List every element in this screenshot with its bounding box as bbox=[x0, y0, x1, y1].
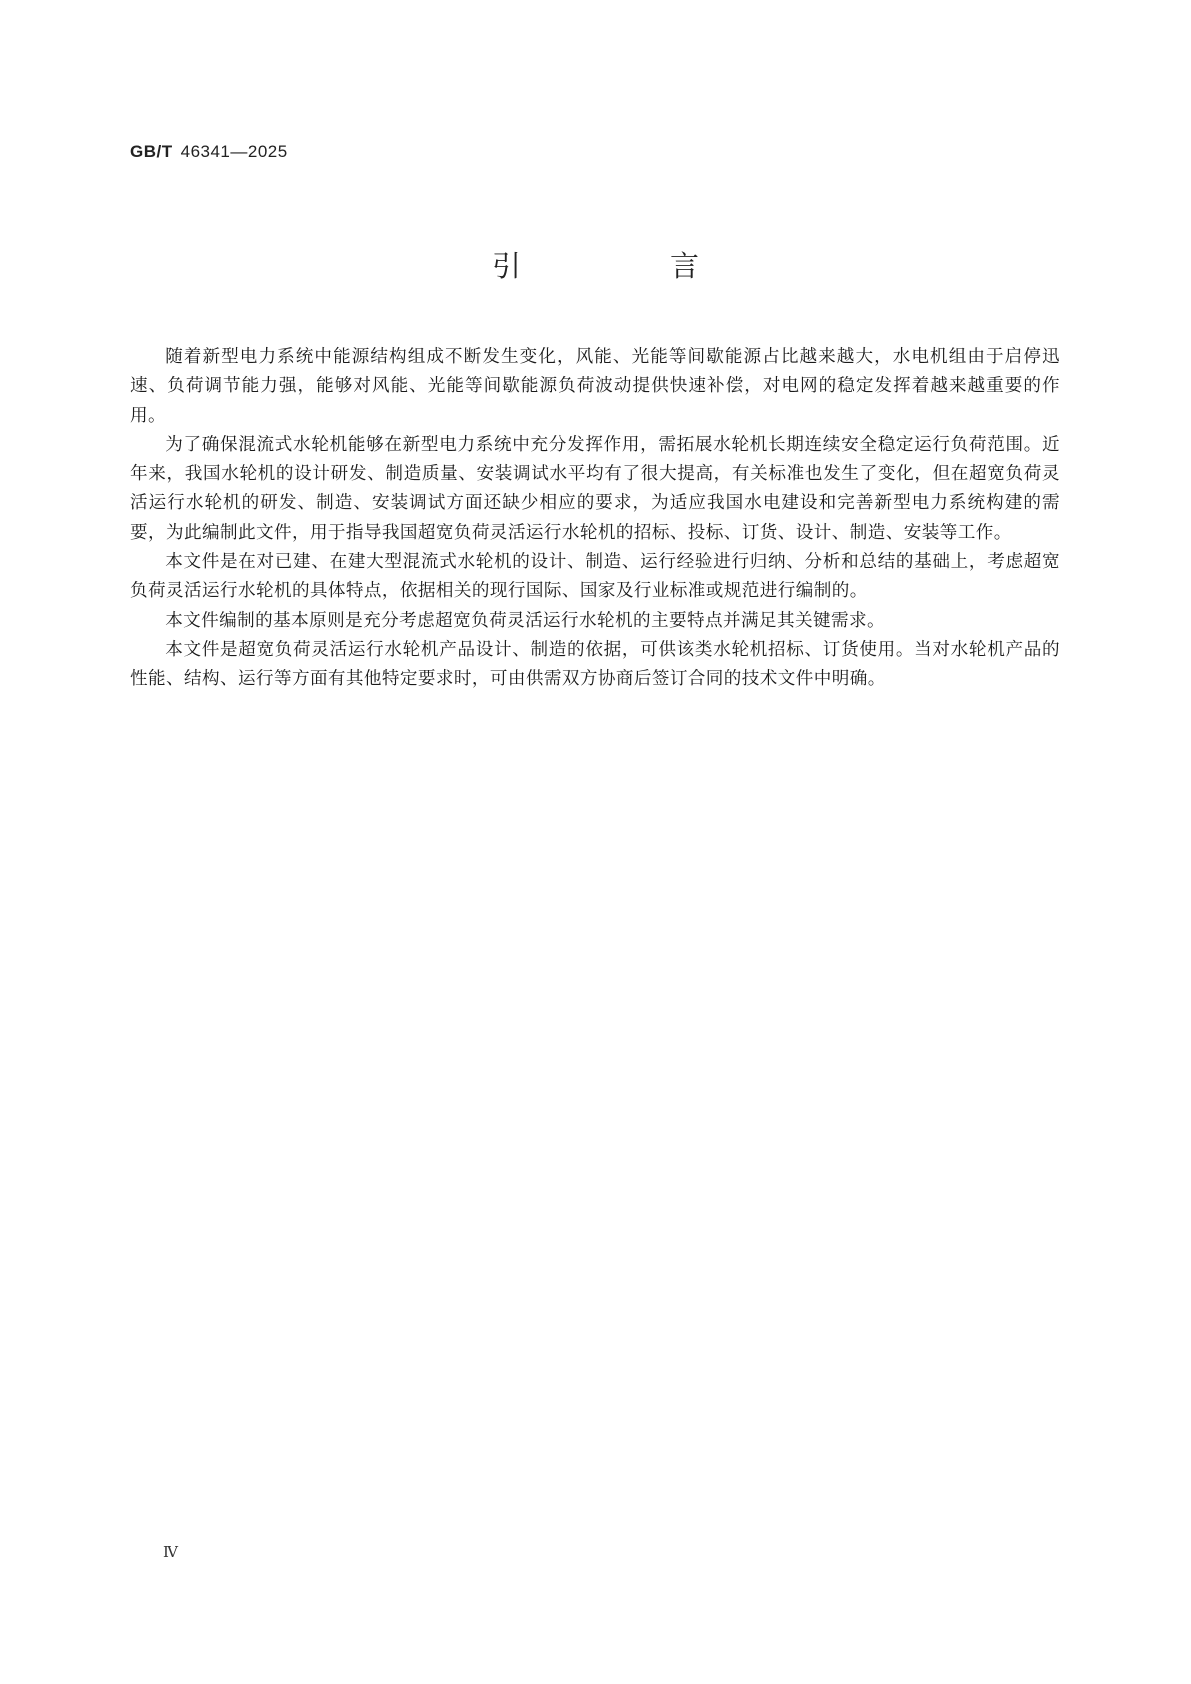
paragraph: 随着新型电力系统中能源结构组成不断发生变化，风能、光能等间歇能源占比越来越大，水电机组由于启停迅速、负荷调节能力强，能够对风能、光能等间歇能源负荷波动提供快速补偿，对电网的稳定发挥着越来越重要的作用。 bbox=[130, 347, 1060, 426]
paragraph: 本文件是超宽负荷灵活运行水轮机产品设计、制造的依据，可供该类水轮机招标、订货使用。当对水轮机产品的性能、结构、运行等方面有其他特定要求时，可由供需双方协商后签订合同的技术文件中明确。 bbox=[130, 639, 1060, 690]
standard-number: 46341—2025 bbox=[180, 142, 288, 161]
paragraph: 为了确保混流式水轮机能够在新型电力系统中充分发挥作用，需拓展水轮机长期连续安全稳定运行负荷范围。近年来，我国水轮机的设计研发、制造质量、安装调试水平均有了很大提高，有关标准也发生了变化，但在超宽负荷灵活运行水轮机的研发、制造、安装调试方面还缺少相应的要求，为适应我国水电建设和完善新型电力系统构建的需要，为此编制此文件，用于指导我国超宽负荷灵活运行水轮机的招标、投标、订货、设计、制造、安装等工作。 bbox=[130, 434, 1060, 543]
paragraph: 本文件编制的基本原则是充分考虑超宽负荷灵活运行水轮机的主要特点并满足其关键需求。 bbox=[165, 610, 885, 631]
page-number: Ⅳ bbox=[163, 1543, 178, 1561]
paragraph: 本文件是在对已建、在建大型混流式水轮机的设计、制造、运行经验进行归纳、分析和总结的基础上，考虑超宽负荷灵活运行水轮机的具体特点，依据相关的现行国际、国家及行业标准或规范进行编制的。 bbox=[130, 552, 1060, 602]
standard-prefix: GB/T bbox=[130, 142, 173, 161]
introduction-body bbox=[130, 343, 1060, 695]
page-title: 引 言 bbox=[491, 249, 759, 283]
standard-code bbox=[130, 142, 288, 162]
